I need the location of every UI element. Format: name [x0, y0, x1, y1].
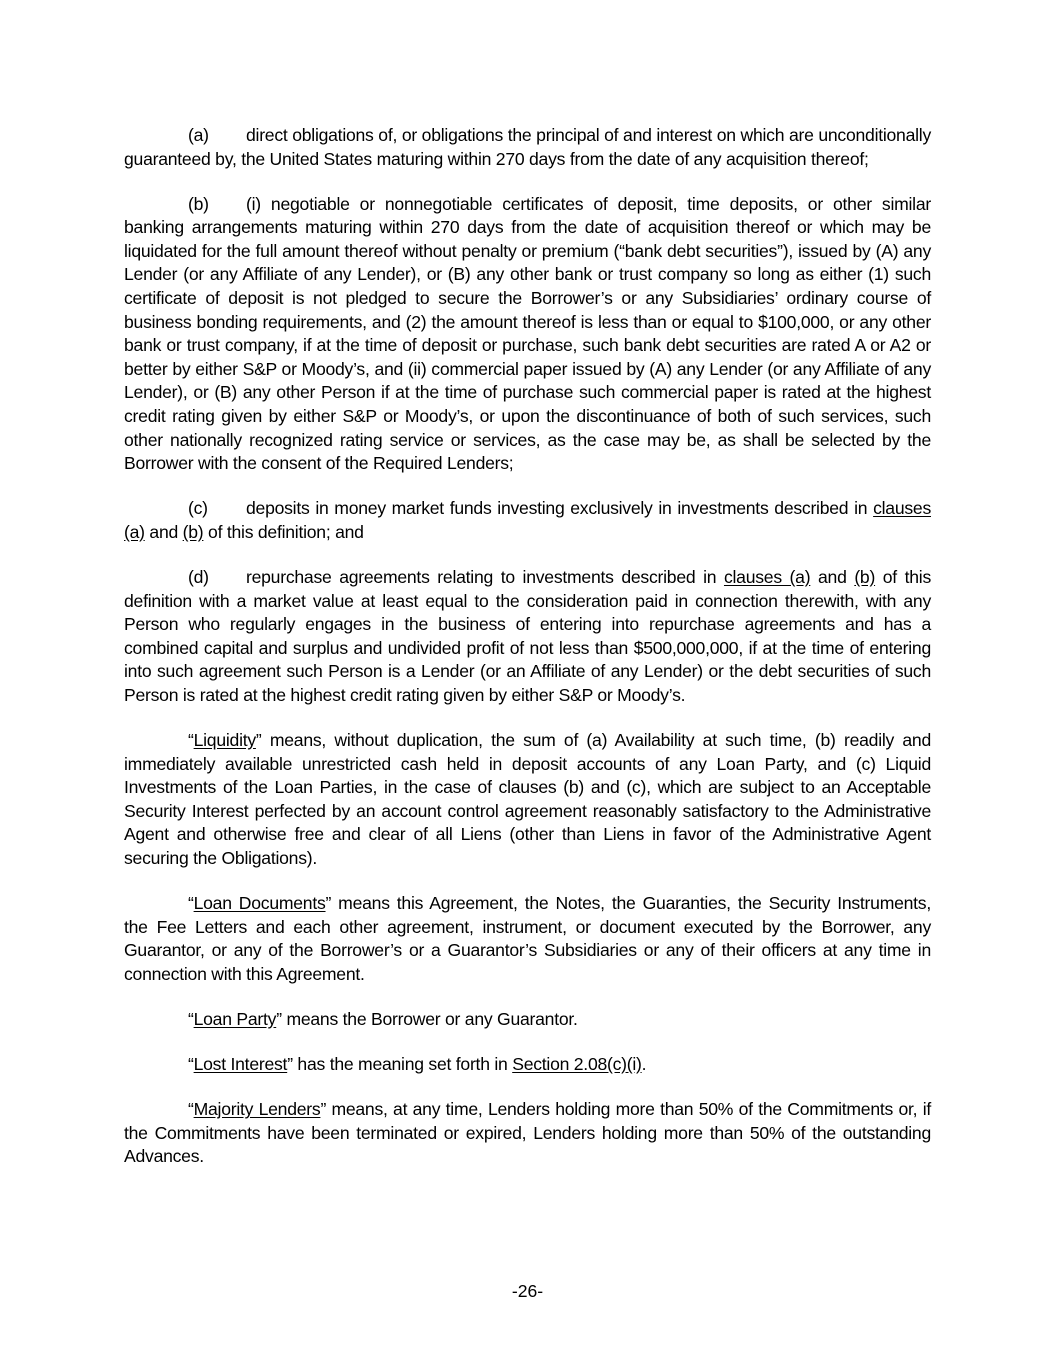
- definition-text: ” means, without duplication, the sum of (a) Availability at such time, (b) readily and immediately available unrestricted cash held in deposit accounts of any Loan Party, and (c) Liquid Investments of the Loan Parties, in the case of clauses (b) and (c), which are subject to an Acceptable Security Interest perfected by an account control agreement reasonably satisfactory to the Administrative Agent and otherwise free and clear of all Liens (other than Liens in favor of the Administrative Agent securing the Obligations).: [124, 730, 931, 869]
- page-number: -26-: [511, 1281, 544, 1301]
- clause-c-text: and: [144, 521, 183, 542]
- definition-text: ” means the Borrower or any Guarantor.: [276, 1009, 578, 1029]
- clause-b-label: (b): [188, 193, 209, 214]
- clause-d-text: of this definition with a market value at least equal to the consideration paid in connection therewith, with any Person who regularly engages in the business of entering into repurchase agreements and has a combined capital and surplus and undivided profit of not less than $500,000,000, if at the time of entering into such agreement such Person is a Lender (or an Affiliate of any Lender) or the debt securities of such Person is rated at the highest credit rating given by either S&P or Moody’s.: [124, 567, 932, 705]
- clause-c-text: deposits in money market funds investing exclusively in investments described in: [246, 498, 874, 519]
- clause-reference-b: (b): [182, 521, 204, 542]
- clause-d-label: (d): [188, 567, 209, 587]
- clause-b-text: (i) negotiable or nonnegotiable certificates of deposit, time deposits, or other similar banking arrangements maturing within 270 days from the date of acquisition thereof or which may be liquidated for the full amount thereof without penalty or premium (“bank debt securities”), issued by (A) any Lender (or any Affiliate of any Lender), or (B) any other bank or trust company so long as either (1) such certificate of deposit is not pledged to secure the Borrower’s or any Subsidiaries’ ordinary course of business bonding requirements, and (2) the amount thereof is less than or equal to $100,000, or any other bank or trust company, if at the time of deposit or purchase, such bank debt securities are rated A or A2 or better by either S&P or Moody’s, and (ii) commercial paper issued by (A) any Lender (or any Affiliate of any Lender), or (B) any other Person if at the time of purchase such commercial paper is rated at the highest credit rating given by either S&P or Moody’s, or upon the discontinuance of both of such services, such other nationally recognized rating service or services, as the case may be, as shall be selected by the Borrower with the consent of the Required Lenders;: [124, 193, 931, 474]
- open-quote: “: [188, 1099, 194, 1120]
- clause-d: [124, 566, 931, 708]
- definition-loan-party: [124, 1008, 931, 1032]
- clause-reference-b: (b): [854, 567, 876, 587]
- defined-term-loan-party: Loan Party: [193, 1009, 277, 1029]
- open-quote: “: [188, 1054, 194, 1075]
- clause-c-label: (c): [188, 498, 208, 519]
- open-quote: “: [188, 1009, 194, 1029]
- defined-term-liquidity: Liquidity: [193, 730, 256, 751]
- clause-d-text: repurchase agreements relating to investments described in: [246, 567, 724, 587]
- clause-a-label: (a): [188, 125, 209, 145]
- clause-d-text: and: [810, 567, 855, 587]
- defined-term-loan-documents: Loan Documents: [193, 893, 326, 914]
- open-quote: “: [188, 893, 194, 914]
- clause-a: [124, 124, 931, 171]
- definition-loan-documents: [124, 892, 931, 986]
- section-reference: Section 2.08(c)(i): [512, 1054, 642, 1075]
- clause-c-text: of this definition; and: [203, 521, 364, 542]
- definition-text: ” has the meaning set forth in: [287, 1054, 513, 1075]
- defined-term-majority-lenders: Majority Lenders: [193, 1099, 321, 1120]
- defined-term-lost-interest: Lost Interest: [193, 1054, 288, 1075]
- definition-lost-interest: [124, 1053, 931, 1077]
- definition-text: ” means this Agreement, the Notes, the Guaranties, the Security Instruments, the Fee Letters and each other agreement, instrument, or document executed by the Borrower, any Guarantor, or any of the Borrower’s or a Guarantor’s Subsidiaries or any of their officers at any time in connection with this Agreement.: [124, 893, 931, 984]
- clause-reference-a: clauses (a): [723, 567, 811, 587]
- definition-liquidity: [124, 729, 931, 871]
- clause-b: [124, 193, 931, 476]
- definition-majority-lenders: [124, 1098, 931, 1169]
- clause-reference-a: clauses (a): [124, 498, 931, 542]
- definition-text: .: [641, 1054, 647, 1075]
- open-quote: “: [188, 730, 194, 751]
- definition-text: ” means, at any time, Lenders holding more than 50% of the Commitments or, if the Commitments have been terminated or expired, Lenders holding more than 50% of the outstanding Advances.: [124, 1099, 931, 1167]
- clause-a-text: direct obligations of, or obligations the principal of and interest on which are unconditionally guaranteed by, the United States maturing within 270 days from the date of any acquisition thereof;: [124, 125, 931, 169]
- document-body: [124, 124, 931, 1190]
- clause-c: [124, 497, 931, 544]
